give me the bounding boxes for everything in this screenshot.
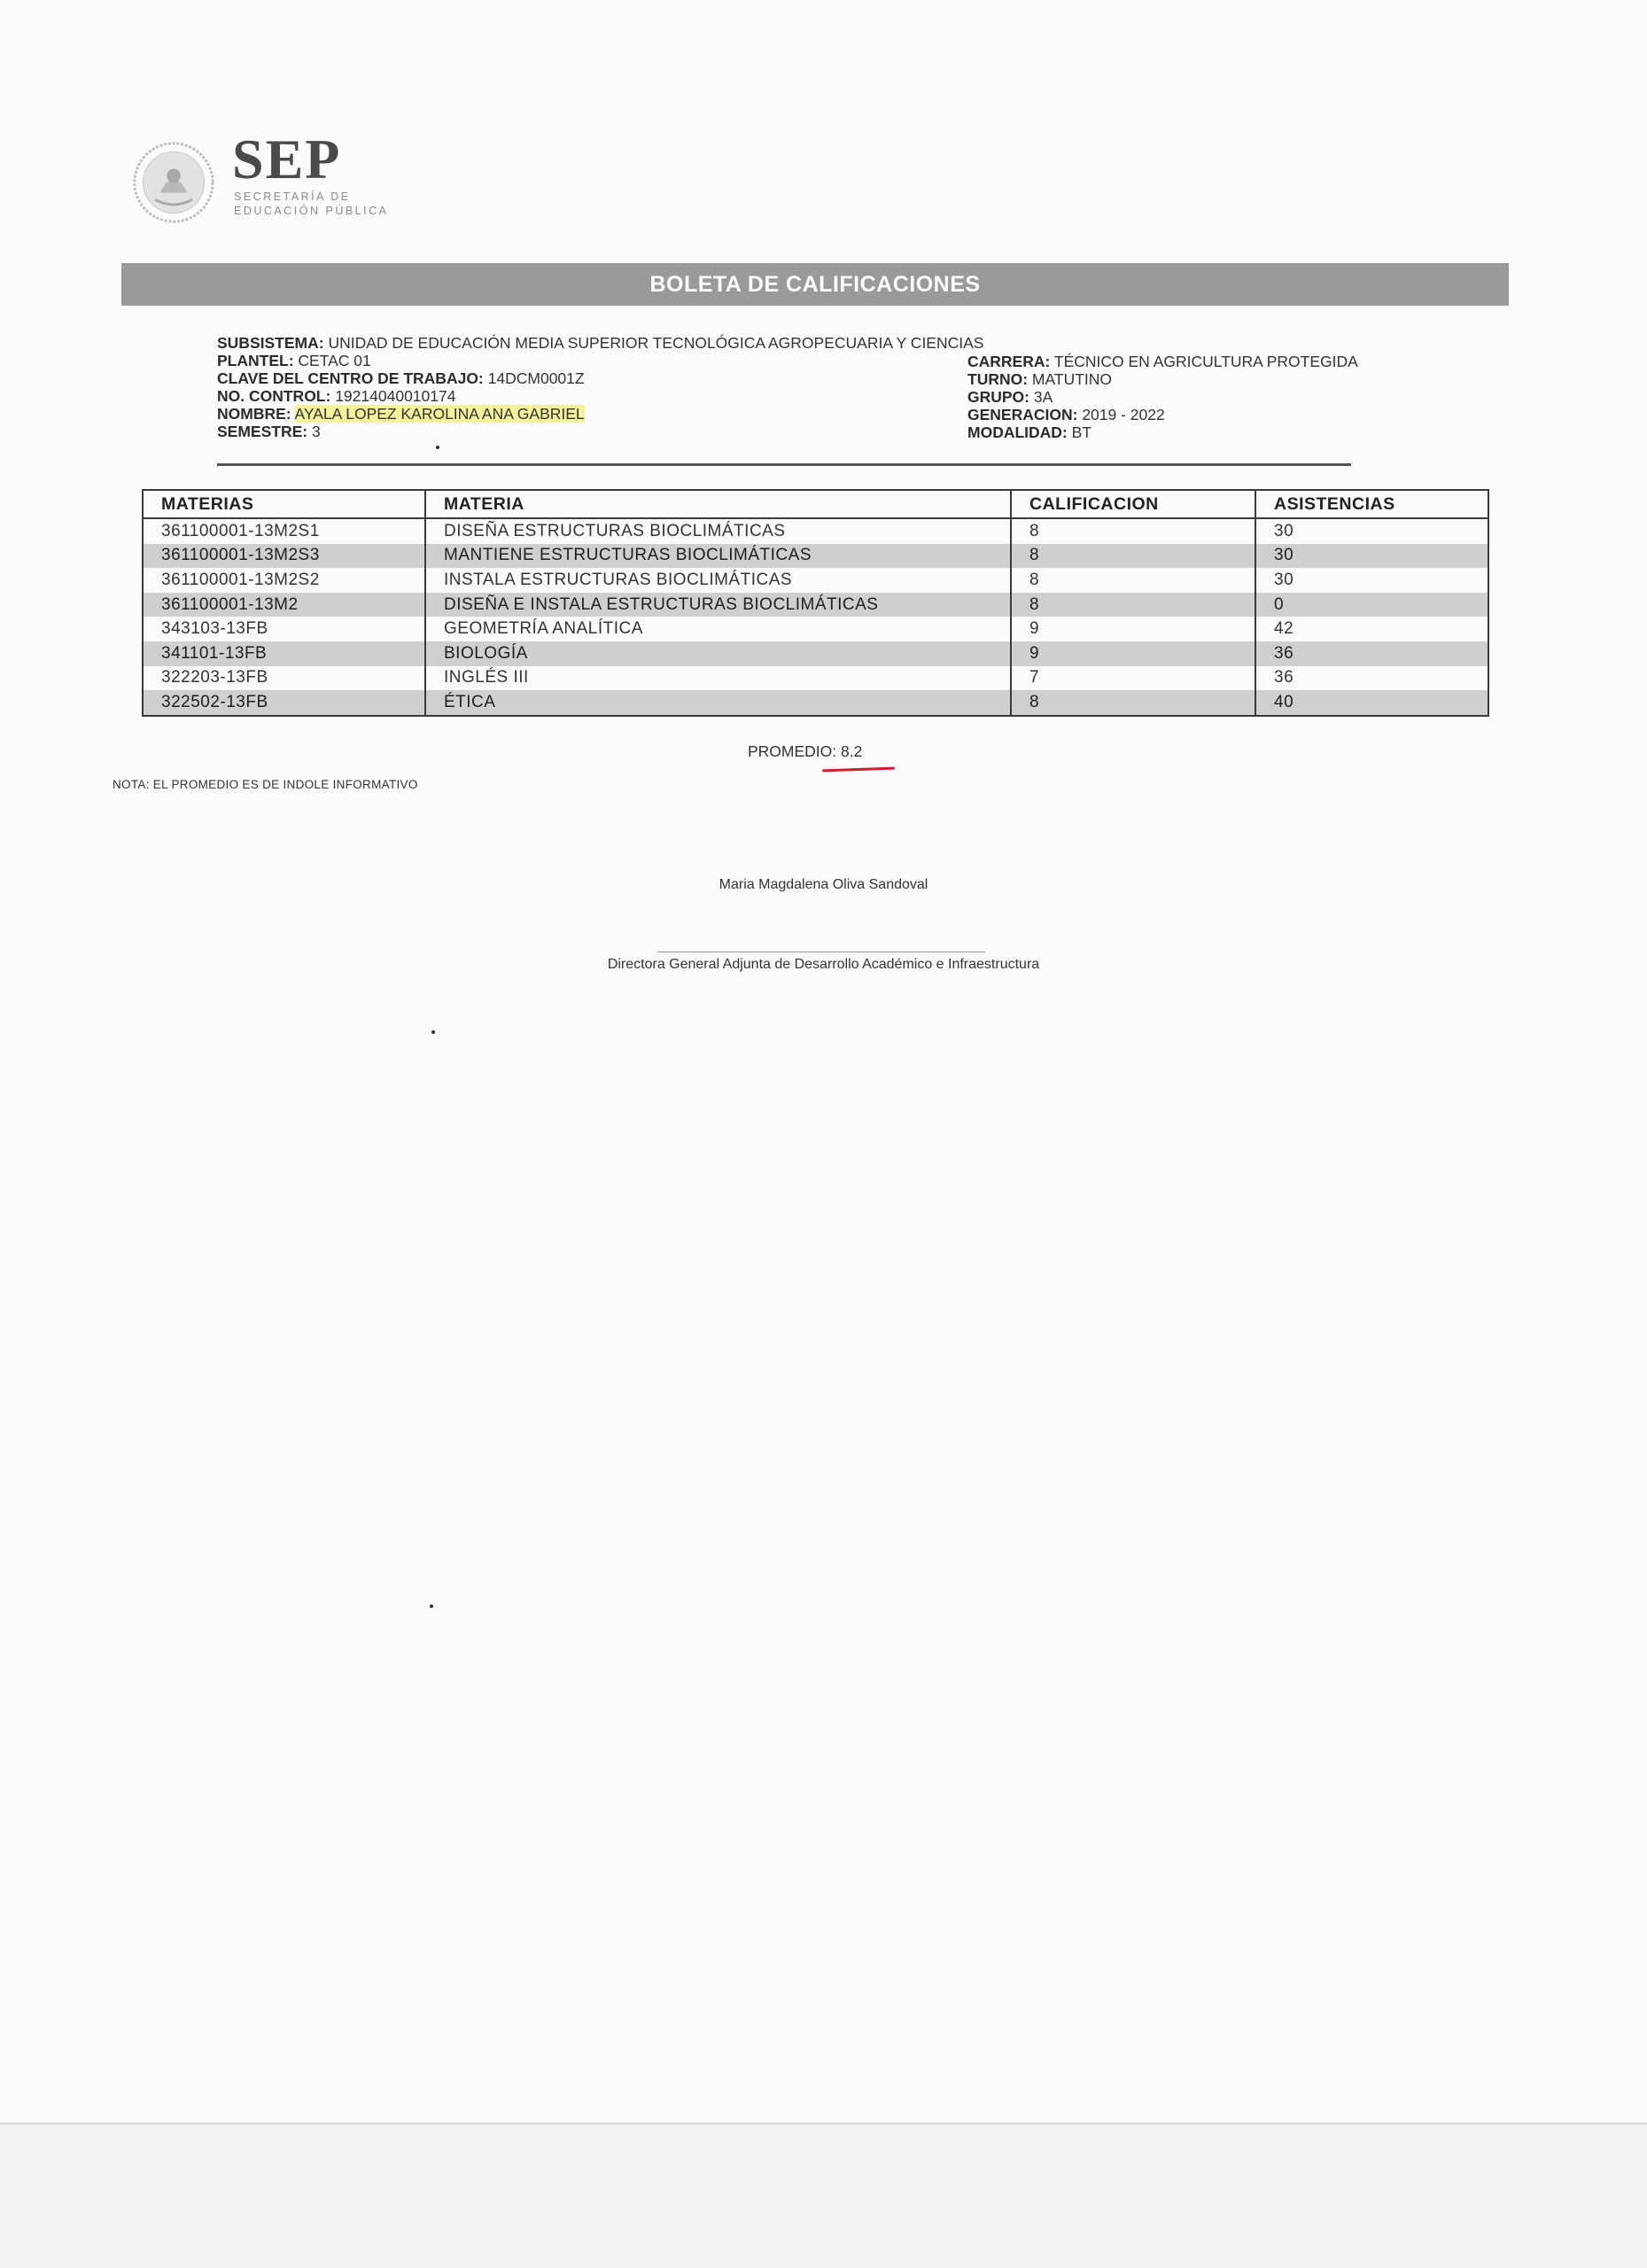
table-row bbox=[143, 568, 1488, 593]
carrera-value: TÉCNICO EN AGRICULTURA PROTEGIDA bbox=[1053, 353, 1358, 370]
cell-asistencias: 40 bbox=[1255, 690, 1488, 716]
cell-clave: 343103-13FB bbox=[143, 617, 425, 641]
signer-name: Maria Magdalena Oliva Sandoval bbox=[719, 877, 928, 892]
signer-title: Directora General Adjunta de Desarrollo Académico e Infraestructura bbox=[607, 957, 1040, 972]
national-seal-logo bbox=[131, 140, 216, 225]
scan-speck bbox=[430, 1604, 433, 1608]
generacion-line: GENERACION: 2019 - 2022 bbox=[967, 406, 1165, 423]
cell-materia: ÉTICA bbox=[425, 690, 1011, 716]
cell-materia: GEOMETRÍA ANALÍTICA bbox=[425, 617, 1011, 641]
cell-asistencias: 36 bbox=[1274, 668, 1294, 687]
cell-materia: DISEÑA ESTRUCTURAS BIOCLIMÁTICAS bbox=[425, 518, 1011, 544]
promedio-value: 8.2 bbox=[841, 742, 863, 760]
scan-speck bbox=[436, 446, 439, 449]
clave-line: CLAVE DEL CENTRO DE TRABAJO: 14DCM0001Z bbox=[217, 369, 585, 387]
subsistema-value: UNIDAD DE EDUCACIÓN MEDIA SUPERIOR TECNOLÓGICA AGROPECUARIA Y CIENCIAS bbox=[328, 334, 984, 352]
column-header-materia: MATERIA bbox=[425, 490, 1011, 518]
cell-asistencias: 0 bbox=[1255, 593, 1488, 617]
table-row bbox=[143, 593, 1488, 617]
column-header-calificacion: CALIFICACION bbox=[1011, 490, 1255, 518]
cell-materia: BIOLOGÍA bbox=[425, 641, 1011, 666]
column-header-asistencias: ASISTENCIAS bbox=[1255, 490, 1488, 518]
table-row bbox=[143, 518, 1488, 544]
cell-calificacion: 7 bbox=[1011, 666, 1255, 691]
carrera-line: CARRERA: TÉCNICO EN AGRICULTURA PROTEGIDA bbox=[967, 353, 1358, 370]
control-value: 19214040010174 bbox=[335, 387, 456, 405]
grades-table bbox=[142, 489, 1489, 717]
title-banner bbox=[121, 263, 1509, 306]
cell-clave: 361100001-13M2S2 bbox=[143, 568, 425, 593]
cell-calificacion: 8 bbox=[1011, 690, 1255, 716]
semestre-line: SEMESTRE: 3 bbox=[217, 423, 321, 440]
cell-asistencias: 30 bbox=[1274, 521, 1294, 540]
cell-materia: INGLÉS III bbox=[425, 666, 1011, 691]
cell-calificacion: 8 bbox=[1011, 544, 1255, 569]
table-header-row bbox=[143, 490, 1488, 518]
cell-calificacion: 8 bbox=[1011, 568, 1255, 593]
handwritten-underline bbox=[822, 767, 895, 773]
turno-value: MATUTINO bbox=[1031, 370, 1113, 388]
cell-calificacion: 8 bbox=[1011, 518, 1255, 544]
sep-logo-text: SEP bbox=[232, 128, 342, 190]
sep-subtitle-line-2: EDUCACIÓN PÚBLICA bbox=[234, 205, 389, 217]
cell-clave: 361100001-13M2S3 bbox=[143, 544, 425, 569]
column-header-materias: MATERIAS bbox=[143, 490, 425, 518]
grupo-line: GRUPO: 3A bbox=[967, 388, 1053, 406]
document-title: BOLETA DE CALIFICACIONES bbox=[649, 271, 981, 297]
table-row bbox=[143, 690, 1488, 716]
cell-calificacion: 8 bbox=[1011, 593, 1255, 617]
table-row bbox=[143, 641, 1488, 666]
cell-asistencias: 30 bbox=[1255, 544, 1488, 569]
table-row bbox=[143, 617, 1488, 641]
plantel-line: PLANTEL: CETAC 01 bbox=[217, 352, 371, 369]
modalidad-value: BT bbox=[1071, 423, 1092, 441]
cell-clave: 361100001-13M2S1 bbox=[143, 518, 425, 544]
nota-text: NOTA: EL PROMEDIO ES DE INDOLE INFORMATIVO bbox=[113, 778, 418, 791]
scan-speck bbox=[431, 1030, 435, 1034]
plantel-value: CETAC 01 bbox=[298, 352, 371, 369]
turno-line: TURNO: MATUTINO bbox=[967, 370, 1113, 388]
info-divider bbox=[217, 463, 1351, 466]
grupo-value: 3A bbox=[1033, 388, 1053, 406]
cell-materia: INSTALA ESTRUCTURAS BIOCLIMÁTICAS bbox=[425, 568, 1011, 593]
modalidad-line: MODALIDAD: BT bbox=[967, 423, 1092, 441]
cell-asistencias: 42 bbox=[1274, 619, 1294, 639]
signature-line bbox=[657, 951, 985, 952]
nombre-line: NOMBRE: AYALA LOPEZ KAROLINA ANA GABRIEL bbox=[217, 405, 585, 423]
cell-clave: 322502-13FB bbox=[143, 690, 425, 716]
promedio-label: PROMEDIO: bbox=[748, 742, 837, 760]
sep-logo-subtitle bbox=[234, 190, 388, 218]
scan-margin bbox=[0, 2124, 1647, 2268]
cell-calificacion: 9 bbox=[1011, 617, 1255, 641]
cell-materia: DISEÑA E INSTALA ESTRUCTURAS BIOCLIMÁTICAS bbox=[425, 593, 1011, 617]
cell-clave: 322203-13FB bbox=[143, 666, 425, 691]
table-row bbox=[143, 666, 1488, 691]
cell-materia: MANTIENE ESTRUCTURAS BIOCLIMÁTICAS bbox=[425, 544, 1011, 569]
sep-subtitle-line-1: SECRETARÍA DE bbox=[234, 190, 351, 203]
cell-asistencias: 30 bbox=[1274, 570, 1294, 589]
generacion-value: 2019 - 2022 bbox=[1082, 406, 1165, 423]
cell-clave: 341101-13FB bbox=[143, 641, 425, 666]
nombre-value: AYALA LOPEZ KAROLINA ANA GABRIEL bbox=[294, 405, 585, 423]
subsistema-line: SUBSISTEMA: UNIDAD DE EDUCACIÓN MEDIA SUPERIOR TECNOLÓGICA AGROPECUARIA Y CIENCIAS bbox=[217, 334, 984, 352]
student-info-right bbox=[967, 353, 1358, 441]
table-row bbox=[143, 544, 1488, 569]
cell-asistencias: 36 bbox=[1255, 641, 1488, 666]
student-info-left bbox=[217, 334, 983, 440]
control-line: NO. CONTROL: 19214040010174 bbox=[217, 387, 456, 405]
clave-value: 14DCM0001Z bbox=[487, 369, 585, 387]
promedio-line bbox=[748, 742, 862, 761]
semestre-value: 3 bbox=[311, 423, 321, 440]
cell-clave: 361100001-13M2 bbox=[143, 593, 425, 617]
cell-calificacion: 9 bbox=[1011, 641, 1255, 666]
